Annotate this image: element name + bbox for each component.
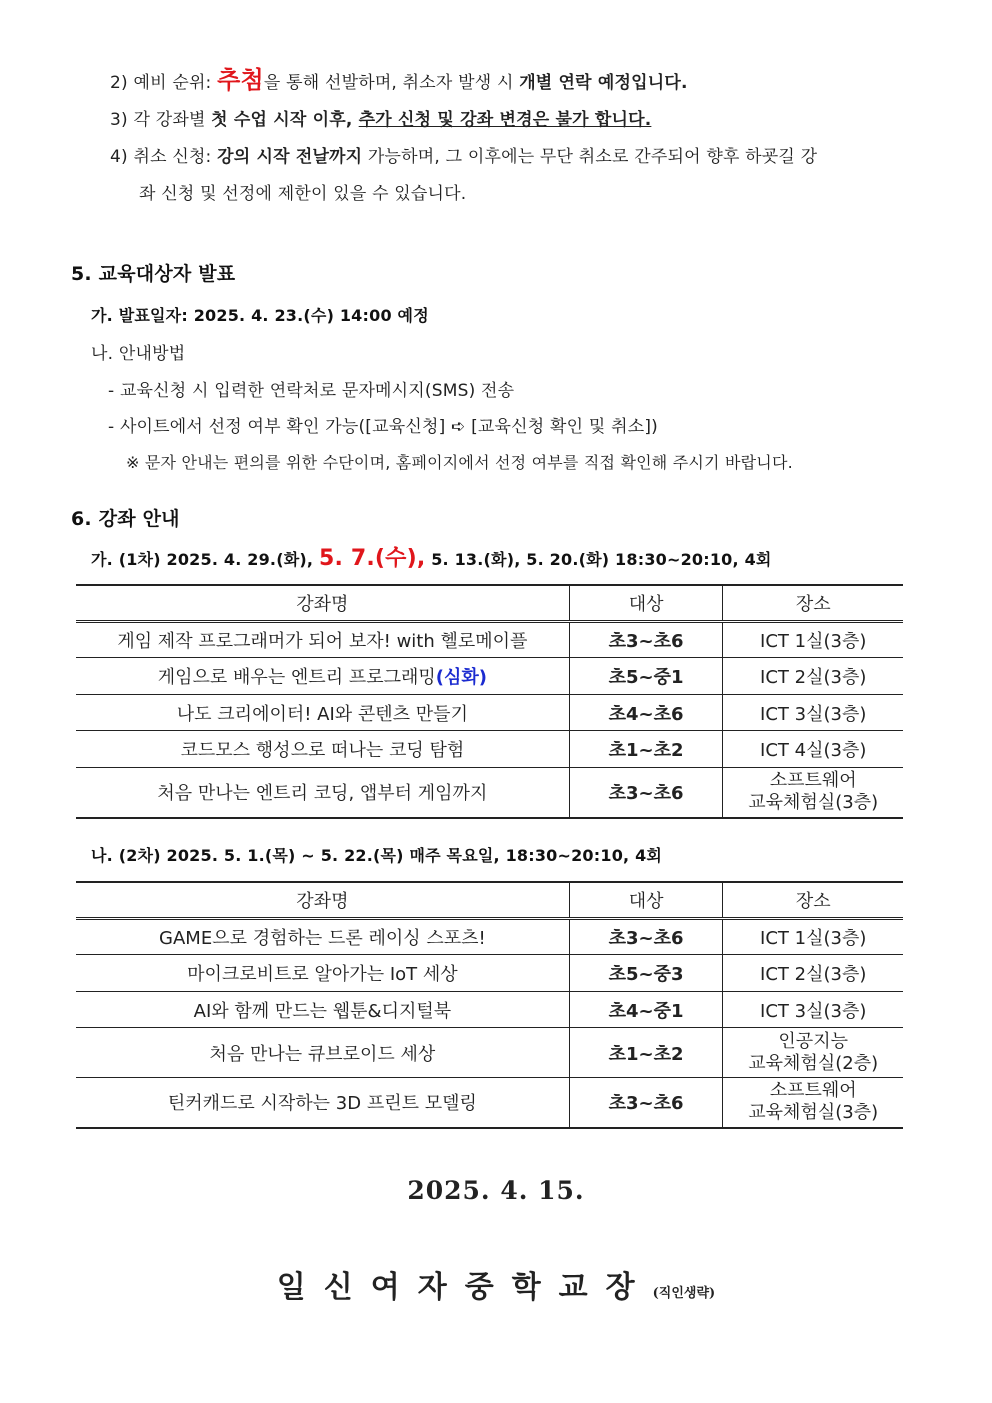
table-row (76, 919, 903, 955)
advanced-tag: (심화) (435, 667, 487, 688)
header-place: 장소 (723, 882, 903, 919)
table-row (76, 731, 903, 768)
course-table-1 (76, 584, 903, 819)
table-row (76, 1028, 903, 1078)
course-place: 소프트웨어 교육체험실(3층) (723, 1078, 903, 1128)
notice-line-4: 4) 취소 신청: 강의 시작 전날까지 가능하며, 그 이후에는 무단 취소로 간주되어 향후 하굣길 강 (110, 147, 818, 167)
course-target: 초3~초6 (569, 768, 723, 818)
table-header (76, 585, 903, 622)
method-item-sms: - 교육신청 시 입력한 연락처로 문자메시지(SMS) 전송 (108, 381, 515, 401)
course-name: 코드모스 행성으로 떠나는 코딩 탐험 (76, 731, 569, 768)
table-row (76, 695, 903, 731)
method-note: ※ 문자 안내는 편의를 위한 수단이며, 홈페이지에서 선정 여부를 직접 확인해 주시기 바랍니다. (126, 453, 793, 472)
course-name: 처음 만나는 엔트리 코딩, 앱부터 게임까지 (76, 768, 569, 818)
course-target: 초1~초2 (569, 1028, 723, 1078)
schedule-1: 가. (1차) 2025. 4. 29.(화), 5. 7.(수), 5. 13.(화), 5. 20.(화) 18:30~20:10, 4회 (91, 546, 772, 571)
table-row (76, 658, 903, 695)
announce-method: 나. 안내방법 (91, 344, 186, 364)
notice-line-3: 3) 각 강좌별 첫 수업 시작 이후, 추가 신청 및 강좌 변경은 불가 합니다. (110, 110, 652, 130)
course-target: 초3~초6 (569, 622, 723, 658)
seal-omitted-note: (직인생략) (652, 1286, 716, 1301)
notice-line-2: 2) 예비 순위: 추첨을 통해 선발하며, 취소자 발생 시 개별 연락 예정입니다. (110, 66, 688, 94)
course-name: 틴커캐드로 시작하는 3D 프린트 모델링 (76, 1078, 569, 1128)
course-name: 게임 제작 프로그래머가 되어 보자! with 헬로메이플 (76, 622, 569, 658)
course-place: 인공지능 교육체험실(2층) (723, 1028, 903, 1078)
section6-title: 6. 강좌 안내 (71, 508, 180, 530)
notice-line-4-cont: 좌 신청 및 선정에 제한이 있을 수 있습니다. (139, 184, 467, 204)
course-place: ICT 2실(3층) (723, 658, 903, 695)
header-target: 대상 (569, 585, 723, 622)
table-row (76, 992, 903, 1028)
course-target: 초4~중1 (569, 992, 723, 1028)
header-course-name: 강좌명 (76, 882, 569, 919)
method-item-site: - 사이트에서 선정 여부 확인 가능([교육신청] ➪ [교육신청 확인 및 취소]) (108, 417, 658, 437)
course-name: AI와 함께 만드는 웹툰&디지털북 (76, 992, 569, 1028)
course-place: ICT 4실(3층) (723, 731, 903, 768)
schedule-1-highlight: 5. 7.(수), (318, 546, 426, 571)
table-row (76, 955, 903, 992)
header-target: 대상 (569, 882, 723, 919)
course-target: 초1~초2 (569, 731, 723, 768)
principal-signature: 일신여자중학교장(직인생략) (276, 1270, 716, 1305)
course-name: 나도 크리에이터! AI와 콘텐츠 만들기 (76, 695, 569, 731)
course-place: ICT 3실(3층) (723, 695, 903, 731)
course-place: ICT 1실(3층) (723, 919, 903, 955)
course-name: GAME으로 경험하는 드론 레이싱 스포츠! (76, 919, 569, 955)
table-row (76, 622, 903, 658)
schedule-2: 나. (2차) 2025. 5. 1.(목) ~ 5. 22.(목) 매주 목요일, 18:30~20:10, 4회 (91, 846, 663, 865)
table-row (76, 1078, 903, 1128)
course-name: 게임으로 배우는 엔트리 프로그래밍(심화) (76, 658, 569, 695)
header-place: 장소 (723, 585, 903, 622)
section5-title: 5. 교육대상자 발표 (71, 263, 236, 285)
course-target: 초5~중1 (569, 658, 723, 695)
course-place: ICT 3실(3층) (723, 992, 903, 1028)
course-target: 초3~초6 (569, 919, 723, 955)
course-place: ICT 1실(3층) (723, 622, 903, 658)
header-course-name: 강좌명 (76, 585, 569, 622)
course-name: 처음 만나는 큐브로이드 세상 (76, 1028, 569, 1078)
course-table-2 (76, 881, 903, 1129)
lottery-highlight: 추첨 (217, 66, 264, 94)
course-target: 초5~중3 (569, 955, 723, 992)
document-date: 2025. 4. 15. (407, 1176, 585, 1205)
course-target: 초4~초6 (569, 695, 723, 731)
course-place: 소프트웨어 교육체험실(3층) (723, 768, 903, 818)
course-target: 초3~초6 (569, 1078, 723, 1128)
table-header (76, 882, 903, 919)
announce-date: 가. 발표일자: 2025. 4. 23.(수) 14:00 예정 (91, 306, 429, 325)
course-name: 마이크로비트로 알아가는 IoT 세상 (76, 955, 569, 992)
course-place: ICT 2실(3층) (723, 955, 903, 992)
table-row (76, 768, 903, 818)
